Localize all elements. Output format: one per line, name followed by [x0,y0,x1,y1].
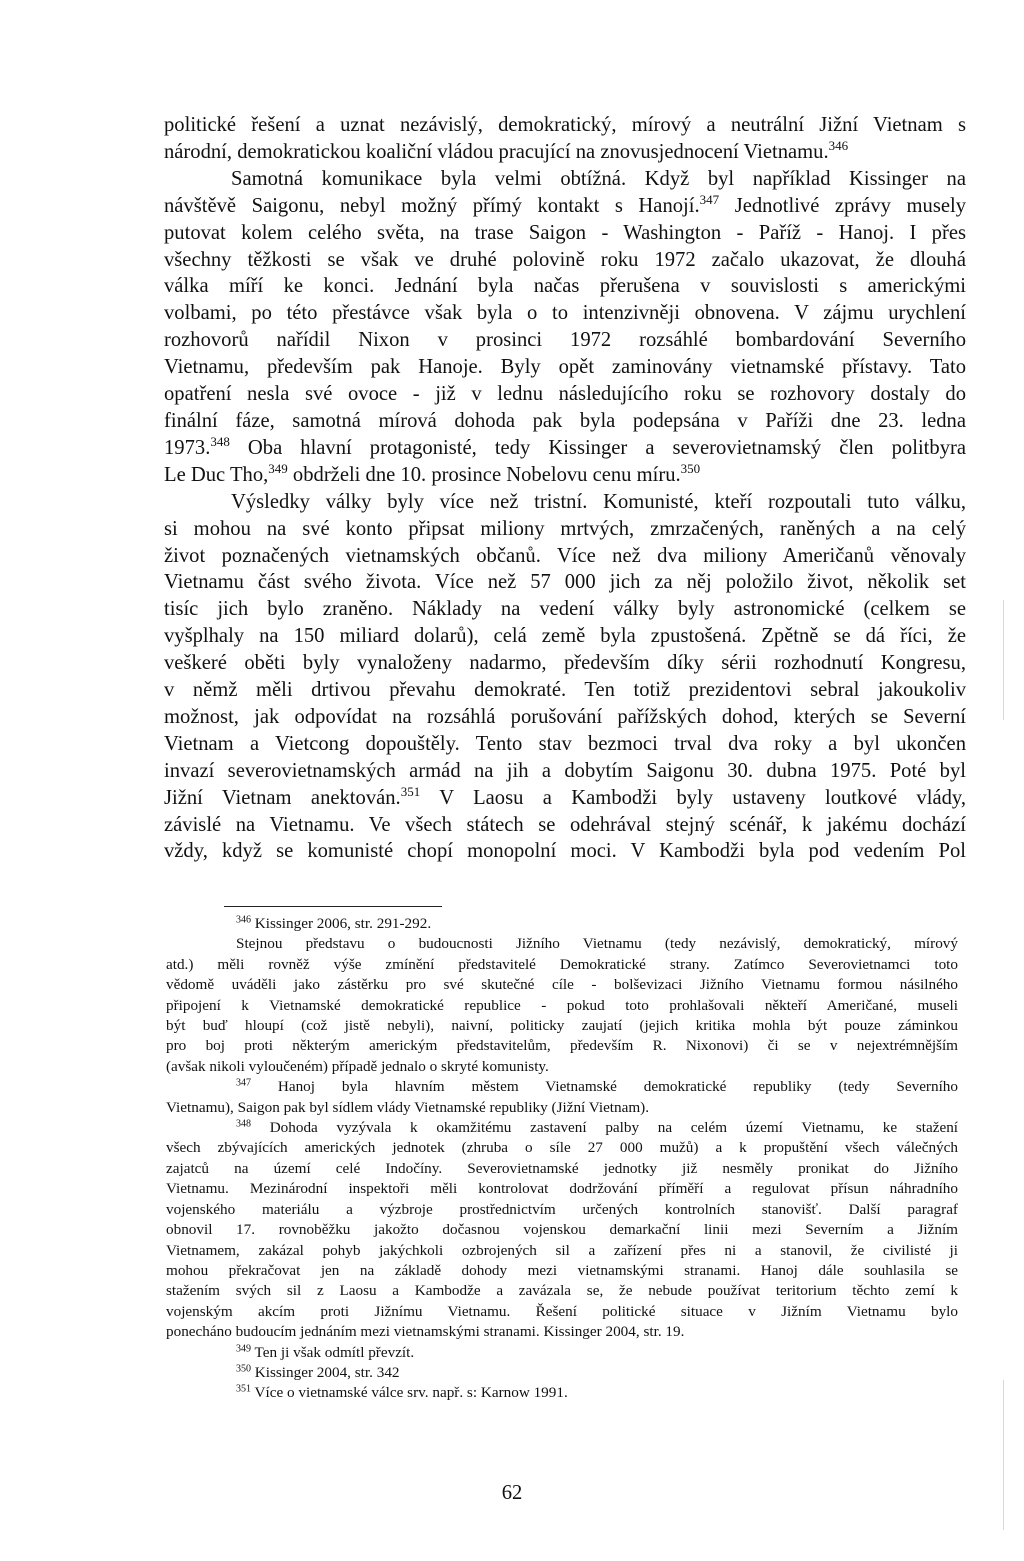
footnote-ref[interactable]: 351 [400,783,421,799]
footnote-line: mohou překračovat jen na základě dohody mezi vietnamskými stranami. Hanoj dále souhlasila se [166,1261,958,1279]
footnote-line: obnovil 17. rovnoběžku jakožto dočasnou vojenskou demarkační linii mezi Severním a Jižním [166,1221,958,1239]
text-line: invazí severovietnamských armád na jih a dobytím Saigonu 30. dubna 1975. Poté byl [164,759,966,782]
footnote-number: 346 [236,914,251,926]
text-line: Vietnam a Vietcong dopouštěly. Tento stav bezmoci trval dva roky a byl ukončen [164,732,966,755]
footnote-line: připojení k Vietnamské demokratické republice - pokud toto prohlašovali někteří Američané, museli [166,996,958,1014]
footnote-line: zajatců na území celé Indočíny. Severovietnamské jednotky již nesměly pronikat do Jižního [166,1159,958,1177]
text-line: Vietnamu, především pak Hanoje. Byly opět zaminovány vietnamské přístavy. Tato [164,356,966,379]
footnote: $^{347}$ Hanoj byla hlavním městem Vietnamské demokratické republiky (tedy Severního [236,1077,958,1096]
text-line: politické řešení a uznat nezávislý, demokratický, mírový a neutrální Jižní Vietnam s [164,114,966,136]
page-number: 62 [501,1482,523,1504]
text-line: rozhovorů nařídil Nixon v prosinci 1972 rozsáhlé bombardování Severního [164,329,966,352]
scan-edge-mark [1003,1380,1004,1530]
text-line: v němž měli drtivou převahu demokraté. Ten totiž prezidentovi sebral jakoukoliv [164,679,966,702]
text-line: Le Duc Tho,$^{349}$ obdrželi dne 10. prosince Nobelovu cenu míru.$^{350}$ [164,460,701,486]
text-line: vyšplhaly na 150 miliard dolarů), celá země byla zpustošená. Zpětně se dá říci, že [164,625,966,648]
text-line: závislé na Vietnamu. Ve všech státech se odehrával stejný scénář, k jakému dochází [164,813,966,836]
text-line: národní, demokratickou koaliční vládou pracující na znovusjednocení Vietnamu.$^{346}$ [164,137,849,163]
footnote-line: Stejnou představu o budoucnosti Jižního Vietnamu (tedy nezávislý, demokratický, mírový [236,935,958,953]
text-line: putovat kolem celého světa, na trase Saigon - Washington - Paříž - Hanoj. I přes [164,221,966,244]
text-line: volbami, po této přestávce však byla o to intenzivněji obnovena. V zájmu urychlení [164,302,966,325]
footnote: $^{349}$ Ten ji však odmítl převzít. [236,1343,415,1361]
text-line: Samotná komunikace byla velmi obtížná. Když byl například Kissinger na [231,167,966,190]
footnotes [166,914,959,1404]
footnote-ref[interactable]: 347 [699,191,720,207]
footnote-line: vědomě uváděli jako zástěrku pro své skutečné cíle - bolševizaci Jižního Vietnamu formou násilného [166,976,958,994]
footnote-line: vojenským akcím proti Jižnímu Vietnamu. Řešení politické situace v Jižním Vietnamu bylo [166,1302,958,1320]
text-line: válka míří ke konci. Jednání byla načas přerušena v souvislosti s americkými [164,275,966,298]
footnote-line: (avšak nikoli vyloučeném) případě jednalo o skryté komunisty. [166,1057,549,1075]
footnote-line: všech zbývajících amerických jednotek (zhruba o síle 27 000 mužů) a k propuštění všech válečných [166,1139,958,1157]
text-line: veškeré oběti byly vynaloženy nadarmo, především díky sérii rozhodnutí Kongresu, [164,652,966,675]
text-line: vždy, když se komunisté chopí monopolní moci. V Kambodži byla pod vedením Pol [164,840,966,863]
footnote-line: Vietnamem, zakázal pohyb jakýchkoli ozbrojených sil a zařízení přes ni a stanovil, že civilisté ji [166,1241,958,1259]
footnote: $^{346}$ Kissinger 2006, str. 291-292. [236,914,432,932]
text-line: tisíc jich bylo zraněno. Náklady na vedení války byly astronomické (celkem se [164,598,966,621]
text-line: Jižní Vietnam anektován.$^{351}$ V Laosu a Kambodži byly ustaveny loutkové vlády, [164,783,966,809]
footnote-line: atd.) měli rovněž výše zmínění představitelé Demokratické strany. Zatímco Severovietnamci toto [166,955,958,973]
footnote-number: 349 [236,1343,251,1355]
footnote: $^{350}$ Kissinger 2004, str. 342 [236,1363,400,1381]
text-line: Vietnamu část svého života. Více než 57 000 jich za něj položilo život, několik set [164,571,966,594]
text-line: si mohou na své konto připsat miliony mrtvých, zmrzačených, raněných a na celý [164,517,966,540]
text-line: všechny těžkosti se však ve druhé polovině roku 1972 začalo ukazovat, že dlouhá [164,248,966,271]
footnote-ref[interactable]: 349 [268,460,288,476]
footnote-number: 350 [236,1363,251,1375]
footnote-ref[interactable]: 346 [828,137,849,153]
scan-edge-mark [1003,600,1004,720]
footnote-line: ponecháno budoucím jednáním mezi vietnamskými stranami. Kissinger 2004, str. 19. [166,1323,685,1341]
footnote-line: stažením svých sil z Laosu a Kambodže a zavázala se, že nebude používat teritorium těchto zemí k [166,1282,958,1300]
footnote-line: vojenského materiálu a výzbroje prostřednictvím určených kontrolních stanovišť. Další paragraf [166,1200,958,1218]
footnote-separator [224,906,442,907]
text-line: opatření nesla své ovoce - již v lednu následujícího roku se rozhovory dostaly do [164,383,966,406]
footnote: $^{348}$ Dohoda vyzývala k okamžitému zastavení palby na celém území Vietnamu, ke stažení [236,1118,959,1137]
text-line: 1973.$^{348}$ Oba hlavní protagonisté, tedy Kissinger a severovietnamský člen politbyra [164,433,966,459]
text-line: život poznačených vietnamských občanů. Více než dva miliony Američanů věnovaly [164,544,966,567]
footnote-number: 351 [236,1383,251,1395]
footnote-number: 347 [236,1077,251,1089]
text-line: možnost, jak odpovídat na rozsáhlá porušování pařížských dohod, kterých se Severní [164,705,966,728]
footnote-line: Vietnamu), Saigon pak byl sídlem vlády Vietnamské republiky (Jižní Vietnam). [166,1098,650,1116]
text-line: finální fáze, samotná mírová dohoda pak byla podepsána v Paříži dne 23. ledna [164,409,966,432]
text-line: návštěvě Saigonu, nebyl možný přímý kontakt s Hanojí.$^{347}$ Jednotlivé zprávy musely [164,191,966,217]
main-text [164,112,966,865]
footnote: $^{351}$ Více o vietnamské válce srv. např. s: Karnow 1991. [236,1383,568,1402]
text-line: Výsledky války byly více než tristní. Komunisté, kteří rozpoutali tuto válku, [231,490,966,513]
footnote-line: být buď hloupí (což jistě nebyli), naivní, politicky zaujatí (jejich kritika mohla být pouze záminkou [166,1017,958,1035]
footnote-ref[interactable]: 350 [680,460,701,476]
footnote-ref[interactable]: 348 [210,433,230,449]
footnote-line: pro boj proti některým americkým představitelům, především R. Nixonovi) či se v nejextrémnějším [166,1037,958,1055]
footnote-line: Vietnamu. Mezinárodní inspektoři měli kontrolovat dodržování příměří a regulovat přísun náhradního [166,1180,958,1198]
footnote-number: 348 [236,1118,251,1130]
